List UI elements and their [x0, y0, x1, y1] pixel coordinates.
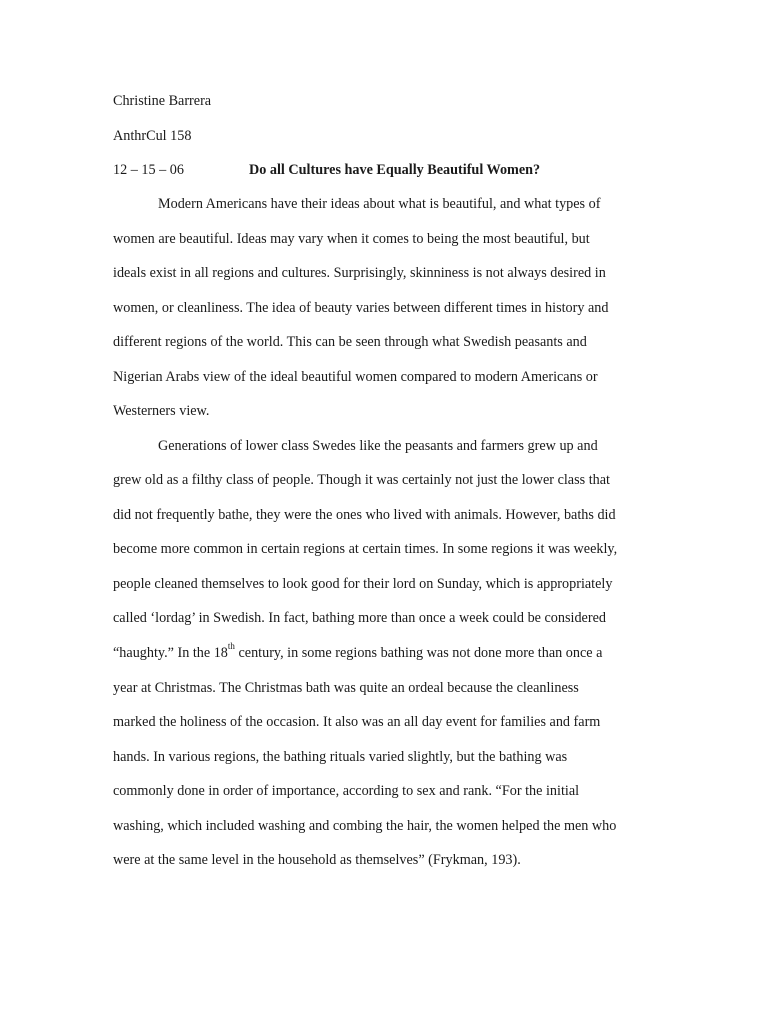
paragraph2-line-5: people cleaned themselves to look good for their lord on Sunday, which is appropriately	[113, 576, 613, 592]
paragraph2-line-9: marked the holiness of the occasion. It also was an all day event for families and farm	[113, 714, 601, 730]
ordinal-superscript: th	[227, 641, 235, 652]
paragraph1-line-1: Modern Americans have their ideas about what is beautiful, and what types of	[158, 196, 601, 212]
paragraph1-line-7: Westerners view.	[113, 403, 210, 419]
line7-text-before: “haughty.” In the 18	[113, 645, 228, 661]
date: 12 – 15 – 06	[113, 162, 184, 178]
paragraph1-line-3: ideals exist in all regions and cultures. Surprisingly, skinniness is not always desired in	[113, 265, 606, 281]
line7-text-after: century, in some regions bathing was not done more than once a	[234, 645, 603, 661]
paragraph2-line-6: called ‘lordag’ in Swedish. In fact, bathing more than once a week could be considered	[113, 610, 606, 626]
paragraph1-line-2: women are beautiful. Ideas may vary when it comes to being the most beautiful, but	[113, 231, 590, 247]
paragraph2-line-2: grew old as a filthy class of people. Though it was certainly not just the lower class that	[113, 472, 610, 488]
paragraph2-line-13: were at the same level in the household as themselves” (Frykman, 193).	[113, 852, 521, 868]
paragraph2-line-7	[113, 641, 603, 662]
author-name: Christine Barrera	[113, 93, 212, 109]
paragraph2-line-1: Generations of lower class Swedes like the peasants and farmers grew up and	[158, 438, 598, 454]
paragraph2-line-4: become more common in certain regions at certain times. In some regions it was weekly,	[113, 541, 618, 557]
paragraph1-line-4: women, or cleanliness. The idea of beauty varies between different times in history and	[113, 300, 609, 316]
paragraph2-line-3: did not frequently bathe, they were the ones who lived with animals. However, baths did	[113, 507, 616, 523]
course-name: AnthrCul 158	[113, 128, 192, 144]
paragraph2-line-12: washing, which included washing and combing the hair, the women helped the men who	[113, 818, 617, 834]
paragraph1-line-6: Nigerian Arabs view of the ideal beautiful women compared to modern Americans or	[113, 369, 598, 385]
paragraph2-line-8: year at Christmas. The Christmas bath was quite an ordeal because the cleanliness	[113, 680, 579, 696]
paper-title: Do all Cultures have Equally Beautiful Women?	[249, 162, 541, 178]
paragraph2-line-10: hands. In various regions, the bathing rituals varied slightly, but the bathing was	[113, 749, 568, 765]
paragraph2-line-11: commonly done in order of importance, according to sex and rank. “For the initial	[113, 783, 580, 799]
paragraph1-line-5: different regions of the world. This can be seen through what Swedish peasants and	[113, 334, 587, 350]
